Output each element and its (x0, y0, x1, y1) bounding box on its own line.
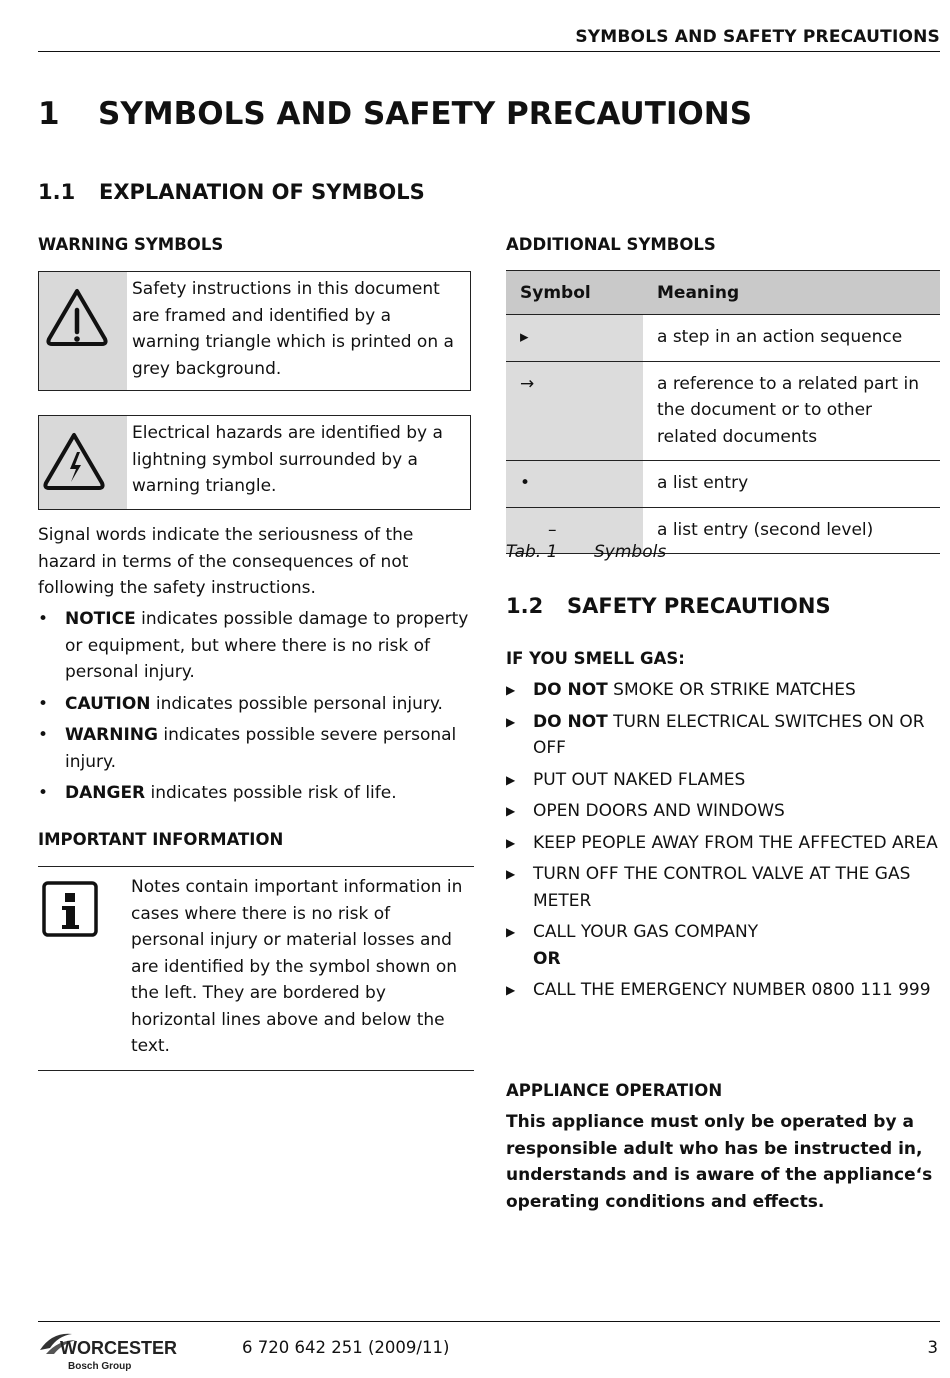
section-1-1-heading (38, 180, 425, 204)
symbol-cell: • (506, 461, 643, 508)
meaning-cell: a list entry (643, 461, 940, 508)
brand-name: WORCESTER (60, 1338, 177, 1358)
section-number: 1.2 (506, 594, 544, 618)
column-header-symbol: Symbol (506, 271, 643, 315)
footer-rule (38, 1321, 940, 1322)
list-item: • CAUTION indicates possible personal injury. (38, 691, 474, 718)
list-item: ▶ CALL THE EMERGENCY NUMBER 0800 111 999 (506, 980, 931, 1000)
section-1-heading (38, 96, 752, 132)
section-number: 1 (38, 96, 60, 132)
list-item: • NOTICE indicates possible damage to property or equipment, but where there is no risk of personal injury. (38, 606, 474, 686)
symbol-cell: → (506, 361, 643, 461)
important-info-box (38, 866, 474, 1071)
additional-symbols-heading: ADDITIONAL SYMBOLS (506, 235, 716, 254)
symbol-cell: – (506, 507, 643, 554)
document-code: 6 720 642 251 (2009/11) (242, 1338, 450, 1357)
table-row (506, 361, 940, 461)
warning-box-text: Electrical hazards are identified by a lightning symbol surrounded by a warning triangle. (132, 423, 443, 496)
worcester-logo (38, 1328, 178, 1376)
warning-box-text: Safety instructions in this document are framed and identified by a warning triangle which is printed on a grey background. (132, 279, 454, 379)
warning-box-electrical (38, 415, 471, 510)
section-1-2-heading (506, 594, 831, 618)
header-rule (38, 51, 940, 52)
section-title: EXPLANATION OF SYMBOLS (99, 180, 425, 204)
column-header-meaning: Meaning (643, 271, 940, 315)
list-item: ▶ DO NOT TURN ELECTRICAL SWITCHES ON OR OFF (506, 711, 925, 758)
appliance-operation-text: This appliance must only be operated by a responsible adult who has be instructed in, understands and is aware of the appliance‘s operating conditions and effects. (506, 1112, 933, 1212)
warning-box-general (38, 271, 471, 391)
meaning-cell: a step in an action sequence (643, 315, 940, 362)
page-number: 3 (927, 1338, 938, 1357)
signal-words-list (38, 606, 474, 812)
list-item: ▶ DO NOT SMOKE OR STRIKE MATCHES (506, 680, 856, 700)
running-header: SYMBOLS AND SAFETY PRECAUTIONS (575, 27, 940, 47)
important-info-text: Notes contain important information in cases where there is no risk of personal injury or material losses and are identified by the symbol shown on the left. They are bordered by horizontal lines above and below the text. (131, 877, 463, 1056)
section-title: SYMBOLS AND SAFETY PRECAUTIONS (98, 96, 753, 132)
important-information-heading: IMPORTANT INFORMATION (38, 830, 284, 849)
electrical-hazard-icon (39, 416, 127, 509)
symbols-table (506, 270, 940, 554)
smell-gas-heading: IF YOU SMELL GAS: (506, 649, 685, 668)
gas-actions-list (506, 677, 940, 1009)
info-icon (42, 881, 98, 941)
signal-words-intro: Signal words indicate the seriousness of the hazard in terms of the consequences of not following the safety instructions. (38, 525, 414, 598)
table-row (506, 461, 940, 508)
list-item: • DANGER indicates possible risk of life. (38, 780, 474, 807)
section-number: 1.1 (38, 180, 76, 204)
meaning-cell: a list entry (second level) (643, 507, 940, 554)
brand-sub: Bosch Group (68, 1361, 132, 1372)
appliance-operation-heading: APPLIANCE OPERATION (506, 1081, 723, 1100)
symbol-cell: ▸ (506, 315, 643, 362)
list-item: ▶ PUT OUT NAKED FLAMES (506, 769, 746, 790)
list-item: ▶ CALL YOUR GAS COMPANY OR (506, 922, 759, 969)
list-item: ▶ TURN OFF THE CONTROL VALVE AT THE GAS METER (506, 864, 911, 911)
section-title: SAFETY PRECAUTIONS (567, 594, 831, 618)
warning-symbols-heading: WARNING SYMBOLS (38, 235, 224, 254)
table-caption: Tab. 1 Symbols (506, 542, 667, 562)
table-row (506, 315, 940, 362)
meaning-cell: a reference to a related part in the document or to other related documents (643, 361, 940, 461)
list-item: ▶ OPEN DOORS AND WINDOWS (506, 801, 785, 821)
warning-triangle-icon (39, 272, 127, 390)
list-item: • WARNING indicates possible severe personal injury. (38, 722, 474, 775)
list-item: ▶ KEEP PEOPLE AWAY FROM THE AFFECTED AREA (506, 832, 938, 853)
